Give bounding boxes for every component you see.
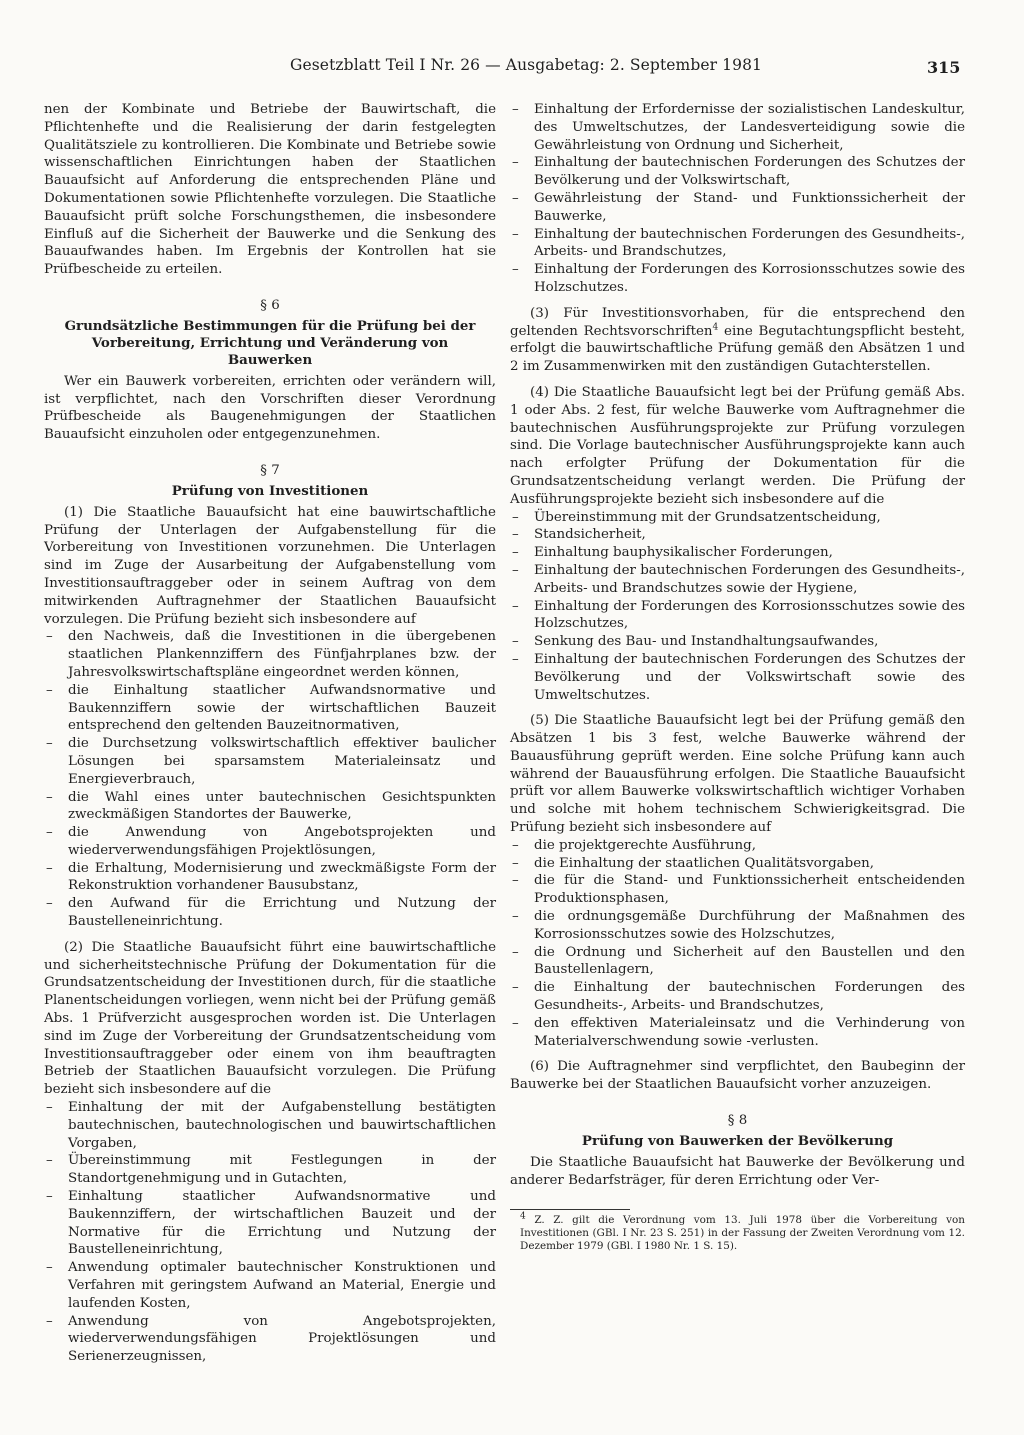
section-8-number: § 8 xyxy=(727,1113,748,1129)
footnote xyxy=(510,1211,965,1253)
running-head: Gesetzblatt Teil I Nr. 26 — Ausgabetag: 2. September 1981 xyxy=(290,56,763,74)
paragraph-3-start: (3) Für Investitionsvorhaben, für die entsprechend den geltenden Rechtsvorschriften xyxy=(510,305,965,339)
footnote-reference[interactable]: 4 xyxy=(712,322,719,333)
section-7-number: § 7 xyxy=(260,462,280,478)
list-item: – die für die Stand- und Funktionssicherheit entscheidenden Produktionsphasen, xyxy=(510,872,965,908)
page-number: 315 xyxy=(927,58,961,77)
intro-paragraph: nen der Kombinate und Betriebe der Bauwirtschaft, die Pflichtenhefte und die Realisierung der darin festgelegten Qualitätsziele zu kontrollieren. Die Kombinate und Betriebe sowie wissenschaftlichen Einrichtungen haben der Staatlichen Bauaufsicht auf Anforderung die entsprechenden Pläne und Dokumentationen sowie Pflichtenhefte vorzulegen. Die Staatliche Bauaufsicht prüft solche Forschungsthemen, die insbesondere Einfluß auf die Sicherheit der Bauwerke und die Senkung des Bauaufwandes haben. Im Ergebnis der Kontrollen hat sie Prüfbescheide zu erteilen. xyxy=(44,102,496,278)
section-6-text: Wer ein Bauwerk vorbereiten, errichten oder verändern will, ist verpflichtet, nach den Vorschriften dieser Verordnung Prüfbescheide als Baugenehmigungen der Staatlichen Bauaufsicht einzuholen oder entgegenzunehmen. xyxy=(44,373,496,443)
list-item: – die Einhaltung der bautechnischen Forderungen des Gesundheits-, Arbeits- und Brandschutzes, xyxy=(510,979,965,1015)
list-item: – die Einhaltung der staatlichen Qualitätsvorgaben, xyxy=(510,855,965,873)
list-item: – den Nachweis, daß die Investitionen in die übergebenen staatlichen Plankennziffern des Fünfjahrplanes bzw. der Jahresvolkswirtschaftspläne eingeordnet werden können, xyxy=(44,628,496,681)
page-header xyxy=(0,56,1024,80)
list-item: – Einhaltung der mit der Aufgabenstellung bestätigten bautechnischen, bautechnologischen und bauwirtschaftlichen Vorgaben, xyxy=(44,1099,496,1152)
list-item: – die Wahl eines unter bautechnischen Gesichtspunkten zweckmäßigen Standortes der Bauwerke, xyxy=(44,789,496,825)
list-item: – Übereinstimmung mit Festlegungen in der Standortgenehmigung und in Gutachten, xyxy=(44,1152,496,1188)
list-item: – Einhaltung der Forderungen des Korrosionsschutzes sowie des Holzschutzes, xyxy=(510,598,965,634)
section-7-paragraph-1: (1) Die Staatliche Bauaufsicht hat eine bauwirtschaftliche Prüfung der Unterlagen der Aufgabenstellung für die Vorbereitung von Investitionen vorzunehmen. Die Unterlagen sind im Zuge der Ausarbeitung der Aufgabenstellung vom Investitionsauftraggeber oder in seinem Auftrag von dem mitwirkenden Auftragnehmer der Staatlichen Bauaufsicht vorzulegen. Die Prüfung bezieht sich insbesondere auf xyxy=(44,504,496,627)
section-7-paragraph-5: (5) Die Staatliche Bauaufsicht legt bei der Prüfung gemäß den Absätzen 1 bis 3 fest, welche Bauwerke während der Bauausführung geprüft werden. Eine solche Prüfung kann auch während der Bauausführung erfolgen. Die Staatliche Bauaufsicht prüft vor allem Bauwerke volkswirtschaftlich wichtiger Vorhaben und solche mit hohem technischem Schwierigkeitsgrad. Die Prüfung bezieht sich insbesondere auf xyxy=(510,713,965,836)
footnote-divider xyxy=(510,1209,630,1210)
section-8-text: Die Staatliche Bauaufsicht hat Bauwerke der Bevölkerung und anderer Bedarfsträger, für deren Errichtung oder Ver- xyxy=(510,1154,965,1188)
section-7-paragraph-2: (2) Die Staatliche Bauaufsicht führt eine bauwirtschaftliche und sicherheitstechnische Prüfung der Dokumentation für die Grundsatzentscheidung der Investitionen durch, für die staatliche Planentscheidungen vorliegen, wenn nicht bei der Prüfung gemäß Abs. 1 Prüfverzicht ausgesprochen worden ist. Die Unterlagen sind im Zuge der Vorbereitung der Grundsatzentscheidung vom Investitionsauftraggeber oder einem von ihm beauftragten Betrieb der Staatlichen Bauaufsicht vorzulegen. Die Prüfung bezieht sich insbesondere auf die xyxy=(44,939,496,1098)
list-item: – Einhaltung staatlicher Aufwandsnormative und Baukennziffern, der wirtschaftlichen Bauzeit und der Normative für die Errichtung und Nutzung der Baustelleneinrichtung, xyxy=(44,1188,496,1259)
section-7-paragraph-3 xyxy=(510,305,965,376)
list-item: – den Aufwand für die Errichtung und Nutzung der Baustelleneinrichtung. xyxy=(44,895,496,931)
right-column xyxy=(510,101,965,1253)
list-item: – Einhaltung der bautechnischen Forderungen des Gesundheits-, Arbeits- und Brandschutzes, xyxy=(510,226,965,262)
footnote-mark: 4 xyxy=(520,1211,526,1222)
list-item: – Einhaltung der bautechnischen Forderungen des Schutzes der Bevölkerung und der Volkswirtschaft sowie des Umweltschutzes. xyxy=(510,651,965,704)
section-7-paragraph-2-list xyxy=(44,1099,496,1366)
list-item: – die projektgerechte Ausführung, xyxy=(510,837,965,855)
continued-list xyxy=(510,101,965,297)
list-item: – die Durchsetzung volkswirtschaftlich effektiver baulicher Lösungen bei sparsamstem Materialeinsatz und Energieverbrauch, xyxy=(44,735,496,788)
footnote-text: Z. Z. gilt die Verordnung vom 13. Juli 1978 über die Vorbereitung von Investitionen (GBl. I Nr. 23 S. 251) in der Fassung der Zweiten Verordnung vom 12. Dezember 1979 (GBl. I 1980 Nr. 1 S. 15). xyxy=(520,1214,965,1253)
list-item: – Standsicherheit, xyxy=(510,526,965,544)
paragraph-3-end: eine Begutachtungspflicht besteht, erfolgt die bauwirtschaftliche Prüfung gemäß den Absätzen 1 und 2 im Zusammenwirken mit den zuständigen Gutachterstellen. xyxy=(510,323,965,375)
list-item: – Übereinstimmung mit der Grundsatzentscheidung, xyxy=(510,509,965,527)
section-7-paragraph-1-list xyxy=(44,628,496,931)
section-7-title: Prüfung von Investitionen xyxy=(171,482,369,499)
section-7-paragraph-5-list xyxy=(510,837,965,1051)
list-item: – Anwendung von Angebotsprojekten, wiederverwendungsfähigen Projektlösungen und Serienerzeugnissen, xyxy=(44,1313,496,1366)
section-7-paragraph-4: (4) Die Staatliche Bauaufsicht legt bei der Prüfung gemäß Abs. 1 oder Abs. 2 fest, für welche Bauwerke vom Auftragnehmer die bautechnischen Ausführungsprojekte zur Prüfung vorzulegen sind. Die Vorlage bautechnischer Ausführungsprojekte kann auch nach erfolgter Prüfung der Dokumentation für die Grundsatzentscheidung verlangt werden. Die Prüfung der Ausführungsprojekte bezieht sich insbesondere auf die xyxy=(510,384,965,507)
section-8-title: Prüfung von Bauwerken der Bevölkerung xyxy=(581,1132,894,1149)
list-item: – die Erhaltung, Modernisierung und zweckmäßigste Form der Rekonstruktion vorhandener Bausubstanz, xyxy=(44,860,496,896)
list-item: – Einhaltung der bautechnischen Forderungen des Schutzes der Bevölkerung und der Volkswirtschaft, xyxy=(510,154,965,190)
list-item: – Gewährleistung der Stand- und Funktionssicherheit der Bauwerke, xyxy=(510,190,965,226)
list-item: – Einhaltung der Forderungen des Korrosionsschutzes sowie des Holzschutzes. xyxy=(510,261,965,297)
list-item: – Einhaltung der Erfordernisse der sozialistischen Landeskultur, des Umweltschutzes, der Landesverteidigung sowie die Gewährleistung von Ordnung und Sicherheit, xyxy=(510,101,965,154)
section-7-paragraph-6: (6) Die Auftragnehmer sind verpflichtet, den Baubeginn der Bauwerke bei der Staatlichen Bauaufsicht vorher anzuzeigen. xyxy=(510,1059,965,1093)
list-item: – die ordnungsgemäße Durchführung der Maßnahmen des Korrosionsschutzes sowie des Holzschutzes, xyxy=(510,908,965,944)
section-6-title: Grundsätzliche Bestimmungen für die Prüfung bei der Vorbereitung, Errichtung und Veränderung von Bauwerken xyxy=(64,317,476,368)
section-6-number: § 6 xyxy=(260,297,280,313)
section-7-paragraph-4-list xyxy=(510,509,965,705)
list-item: – den effektiven Materialeinsatz und die Verhinderung von Materialverschwendung sowie -verlusten. xyxy=(510,1015,965,1051)
list-item: – Senkung des Bau- und Instandhaltungsaufwandes, xyxy=(510,633,965,651)
list-item: – die Einhaltung staatlicher Aufwandsnormative und Baukennziffern sowie der wirtschaftlichen Bauzeit entsprechend den geltenden Bauzeitnormativen, xyxy=(44,682,496,735)
list-item: – Einhaltung bauphysikalischer Forderungen, xyxy=(510,544,965,562)
list-item: – Einhaltung der bautechnischen Forderungen des Gesundheits-, Arbeits- und Brandschutzes sowie der Hygiene, xyxy=(510,562,965,598)
list-item: – Anwendung optimaler bautechnischer Konstruktionen und Verfahren mit geringstem Aufwand an Material, Energie und laufenden Kosten, xyxy=(44,1259,496,1312)
list-item: – die Ordnung und Sicherheit auf den Baustellen und den Baustellenlagern, xyxy=(510,944,965,980)
left-column xyxy=(44,101,496,1366)
list-item: – die Anwendung von Angebotsprojekten und wiederverwendungsfähigen Projektlösungen, xyxy=(44,824,496,860)
